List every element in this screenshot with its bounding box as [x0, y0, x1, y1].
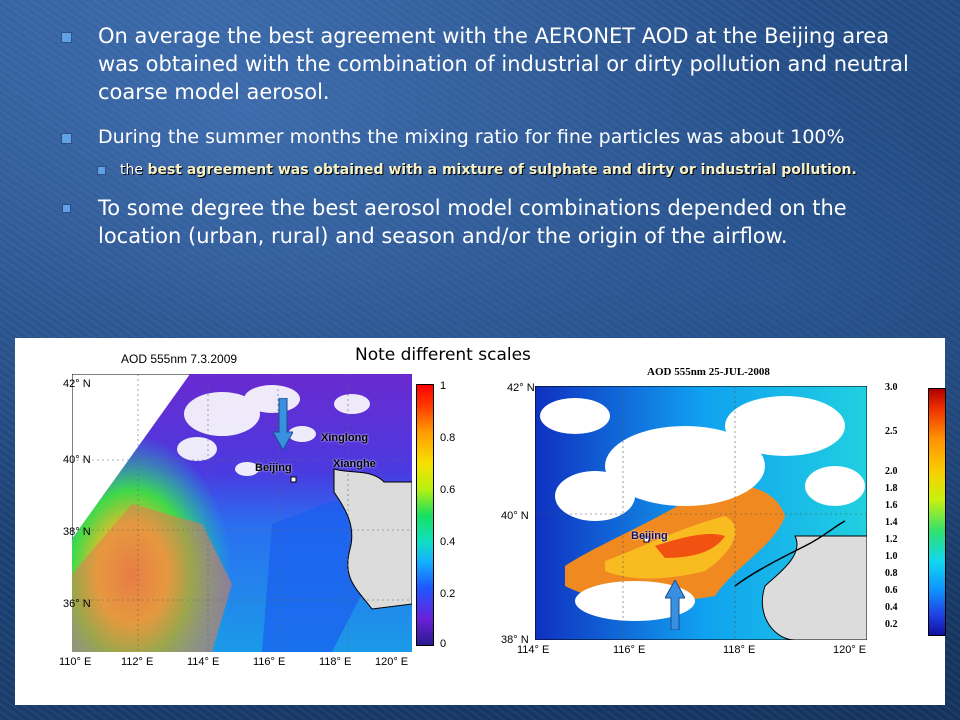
- city-label-beijing: Beijing: [255, 462, 292, 474]
- right-colorbar-tick: 0.4: [885, 602, 898, 613]
- right-colorbar: [928, 388, 946, 636]
- square-bullet-icon: [63, 205, 70, 212]
- left-lon-label: 118° E: [319, 656, 352, 668]
- square-bullet-icon: [62, 33, 71, 42]
- left-colorbar-tick: 0.2: [440, 588, 456, 600]
- left-colorbar-tick: 0.6: [440, 484, 456, 496]
- right-colorbar-tick: 1.8: [885, 483, 898, 494]
- right-colorbar-tick: 1.4: [885, 517, 898, 528]
- right-colorbar-tick: 2.5: [885, 426, 898, 437]
- right-colorbar-tick: 0.8: [885, 568, 898, 579]
- sub-bullet-emphasis: best agreement was obtained with a mixture of sulphate and dirty or industrial pollution.: [147, 162, 857, 178]
- bullet-item: [62, 194, 922, 250]
- left-colorbar-tick: 0: [440, 638, 447, 650]
- right-lat-label: 38° N: [501, 634, 529, 646]
- bullet-item: [62, 22, 922, 106]
- right-lat-label: 42° N: [507, 382, 535, 394]
- bullet-item: [62, 124, 922, 150]
- right-colorbar-tick: 0.6: [885, 585, 898, 596]
- right-colorbar-tick: 1.0: [885, 551, 898, 562]
- bullet-list: [62, 22, 922, 250]
- right-lat-label: 40° N: [501, 510, 529, 522]
- sub-bullet-prefix: the: [120, 162, 148, 178]
- bullet-text: During the summer months the mixing ratio for fine particles was about 100%: [98, 126, 845, 148]
- left-aod-map: [72, 374, 412, 652]
- right-lon-label: 114° E: [517, 644, 550, 656]
- left-colorbar-tick: 0.8: [440, 432, 456, 444]
- right-lon-label: 116° E: [613, 644, 646, 656]
- left-lon-label: 116° E: [253, 656, 286, 668]
- aod-maps-panel: [15, 338, 945, 705]
- square-bullet-icon: [62, 134, 71, 143]
- left-colorbar-tick: 0.4: [440, 536, 456, 548]
- square-bullet-icon: [98, 167, 105, 174]
- left-colorbar-tick: 1: [440, 380, 447, 392]
- left-lat-label: 42° N: [63, 378, 91, 390]
- left-colorbar: [416, 384, 434, 646]
- right-map-title: AOD 555nm 25-JUL-2008: [647, 366, 770, 378]
- scales-note: Note different scales: [355, 345, 531, 365]
- right-colorbar-tick: 0.2: [885, 619, 898, 630]
- right-colorbar-tick: 3.0: [885, 382, 898, 393]
- left-lat-label: 40° N: [63, 454, 91, 466]
- left-lon-label: 120° E: [375, 656, 409, 668]
- left-lat-label: 36° N: [63, 598, 91, 610]
- right-aod-map: [535, 386, 867, 640]
- down-arrow-icon: [273, 398, 293, 450]
- right-colorbar-tick: 1.6: [885, 500, 898, 511]
- right-lon-label: 118° E: [723, 644, 756, 656]
- left-lat-label: 38° N: [63, 526, 91, 538]
- left-lon-label: 114° E: [187, 656, 220, 668]
- left-lon-label: 110° E: [59, 656, 92, 668]
- right-colorbar-tick: 2.0: [885, 466, 898, 477]
- right-colorbar-tick: 1.2: [885, 534, 898, 545]
- city-label-beijing: Beijing: [631, 530, 668, 542]
- city-label-xinglong: Xinglong: [321, 432, 369, 444]
- left-lon-label: 112° E: [121, 656, 154, 668]
- bullet-text: On average the best agreement with the AERONET AOD at the Beijing area was obtained with the combination of industrial or dirty pollution and neutral coarse model aerosol.: [98, 24, 909, 104]
- left-map-title: AOD 555nm 7.3.2009: [121, 352, 238, 366]
- up-arrow-icon: [665, 580, 685, 630]
- right-lon-label: 120° E: [833, 644, 867, 656]
- bullet-text: To some degree the best aerosol model combinations depended on the location (urban, rural) and season and/or the origin of the airflow.: [98, 196, 847, 248]
- sub-bullet-item: [98, 160, 922, 180]
- city-label-xianghe: Xianghe: [333, 458, 376, 470]
